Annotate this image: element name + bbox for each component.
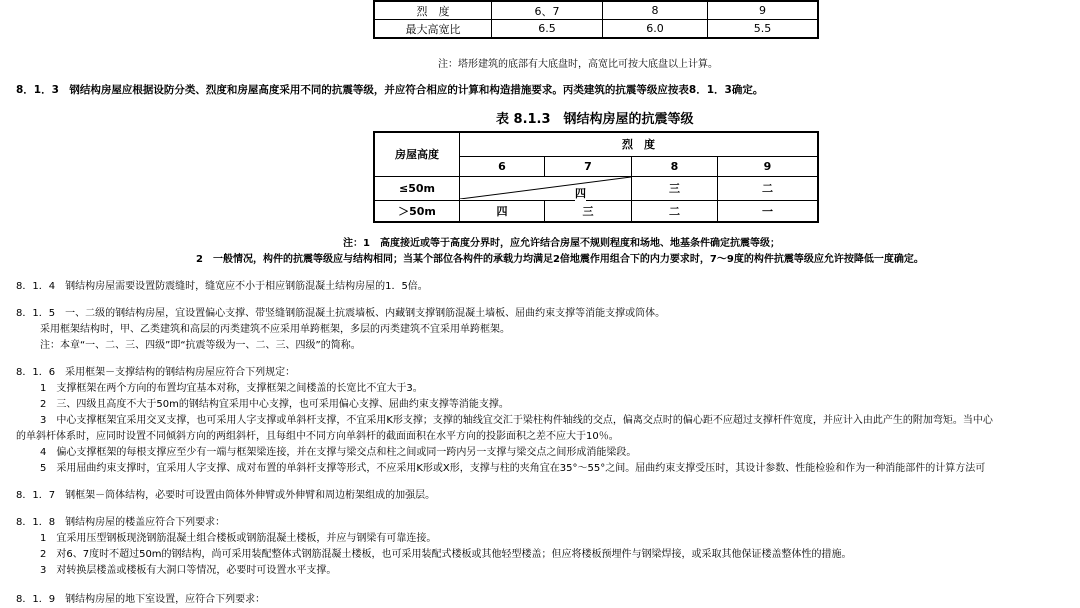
diagonal-line xyxy=(460,177,631,199)
intensity-col: 8 xyxy=(632,156,718,176)
clause-8-1-5-line: 采用框架结构时，甲、乙类建筑和高层的丙类建筑不应采用单跨框架，多层的丙类建筑不宜采用单跨框架。 xyxy=(40,324,510,335)
table-col: 9 xyxy=(708,1,819,20)
clause-8-1-6-cont: 的单斜杆体系时，应同时设置不同倾斜方向的两组斜杆，且每组中不同方向单斜杆的截面面积在水平方向的投影面积之差不应大于10％。 xyxy=(16,431,619,442)
clause-8-1-6-item: 5 采用屈曲约束支撑时，宜采用人字支撑、成对布置的单斜杆支撑等形式，不应采用K形或X形，支撑与柱的夹角宜在35°～55°之间。屈曲约束支撑受压时，其设计参数、性能检验和作为一种消能部件的计算方法可 xyxy=(40,463,986,474)
height-label: 房屋高度 xyxy=(374,132,460,176)
diagonal-cell xyxy=(460,176,632,200)
table-cell: 二 xyxy=(632,200,718,222)
clause-8-1-8-item: 2 对6、7度时不超过50m的钢结构，尚可采用装配整体式钢筋混凝土楼板，也可采用装配式楼板或其他轻型楼盖；但应将楼板预埋件与钢梁焊接，或采取其他保证楼盖整体性的措施。 xyxy=(40,549,852,560)
intensity-col: 9 xyxy=(718,156,819,176)
clause-8-1-4: 8．1．4 钢结构房屋需要设置防震缝时，缝宽应不小于相应钢筋混凝土结构房屋的1．5倍。 xyxy=(16,281,428,292)
clause-8-1-6-item: 1 支撑框架在两个方向的布置均宜基本对称，支撑框架之间楼盖的长宽比不宜大于3。 xyxy=(40,383,423,394)
clause-8-1-8-item: 1 宜采用压型钢板现浇钢筋混凝土组合楼板或钢筋混凝土楼板，并应与钢梁有可靠连接。 xyxy=(40,533,437,544)
intensity-col: 7 xyxy=(545,156,632,176)
table-cell: 四 xyxy=(460,200,545,222)
diag-grade-label: 四 xyxy=(575,187,586,200)
table-header-label: 烈 度 xyxy=(374,1,492,20)
table-cell: 二 xyxy=(718,176,819,200)
clause-8-1-8-item: 3 对转换层楼盖或楼板有大洞口等情况，必要时可设置水平支撑。 xyxy=(40,565,337,576)
table-cell: 6.5 xyxy=(492,20,603,39)
clause-8-1-5-note: 注：本章“一、二、三、四级”即“抗震等级为一、二、三、四级”的简称。 xyxy=(40,340,361,351)
clause-8-1-8: 8．1．8 钢结构房屋的楼盖应符合下列要求： xyxy=(16,517,226,528)
table-cell: 一 xyxy=(718,200,819,222)
table-cell: 三 xyxy=(545,200,632,222)
table-col: 6、7 xyxy=(492,1,603,20)
table-note-1: 注：1 高度接近或等于高度分界时，应允许结合房屋不规则程度和场地、地基条件确定抗震等级； xyxy=(343,238,780,249)
table-cell: 三 xyxy=(632,176,718,200)
height-width-ratio-table xyxy=(373,0,819,39)
clause-8-1-6-item: 2 三、四级且高度不大于50m的钢结构宜采用中心支撑，也可采用偏心支撑、屈曲约束支撑等消能支撑。 xyxy=(40,399,509,410)
clause-8-1-7: 8．1．7 钢框架－筒体结构，必要时可设置由筒体外伸臂或外伸臂和周边桁架组成的加强层。 xyxy=(16,490,436,501)
intensity-label: 烈 度 xyxy=(460,132,819,156)
table-caption: 表 8.1.3 钢结构房屋的抗震等级 xyxy=(496,112,694,127)
seismic-grade-table xyxy=(373,131,819,223)
table-cell: 6.0 xyxy=(603,20,708,39)
clause-8-1-6-item: 4 偏心支撑框架的每根支撑应至少有一端与框架梁连接，并在支撑与梁交点和柱之间或同一跨内另一支撑与梁交点之间形成消能梁段。 xyxy=(40,447,637,458)
clause-8-1-3: 8．1．3 钢结构房屋应根据设防分类、烈度和房屋高度采用不同的抗震等级，并应符合相应的计算和构造措施要求。丙类建筑的抗震等级应按表8．1．3确定。 xyxy=(16,84,764,96)
clause-8-1-5: 8．1．5 一、二级的钢结构房屋，宜设置偏心支撑、带竖缝钢筋混凝土抗震墙板、内藏钢支撑钢筋混凝土墙板、屈曲约束支撑等消能支撑或筒体。 xyxy=(16,308,666,319)
row-label: ＞50m xyxy=(374,200,460,222)
row-label: ≤50m xyxy=(374,176,460,200)
table-note-2: 2 一般情况，构件的抗震等级应与结构相同；当某个部位各构件的承载力均满足2倍地震作用组合下的内力要求时，7～9度的构件抗震等级应允许按降低一度确定。 xyxy=(196,254,924,265)
table-cell: 5.5 xyxy=(708,20,819,39)
clause-8-1-6: 8．1．6 采用框架－支撑结构的钢结构房屋应符合下列规定： xyxy=(16,367,296,378)
clause-8-1-6-item: 3 中心支撑框架宜采用交叉支撑，也可采用人字支撑或单斜杆支撑，不宜采用K形支撑；支撑的轴线宜交汇于梁柱构件轴线的交点，偏离交点时的偏心距不应超过支撑杆件宽度，并应计入由此产生的附加弯矩。当中心 xyxy=(40,415,993,426)
intensity-col: 6 xyxy=(460,156,545,176)
clause-8-1-9: 8．1．9 钢结构房屋的地下室设置，应符合下列要求： xyxy=(16,594,266,605)
table-note: 注：塔形建筑的底部有大底盘时，高宽比可按大底盘以上计算。 xyxy=(438,59,718,70)
table-col: 8 xyxy=(603,1,708,20)
table-row-label: 最大高宽比 xyxy=(374,20,492,39)
